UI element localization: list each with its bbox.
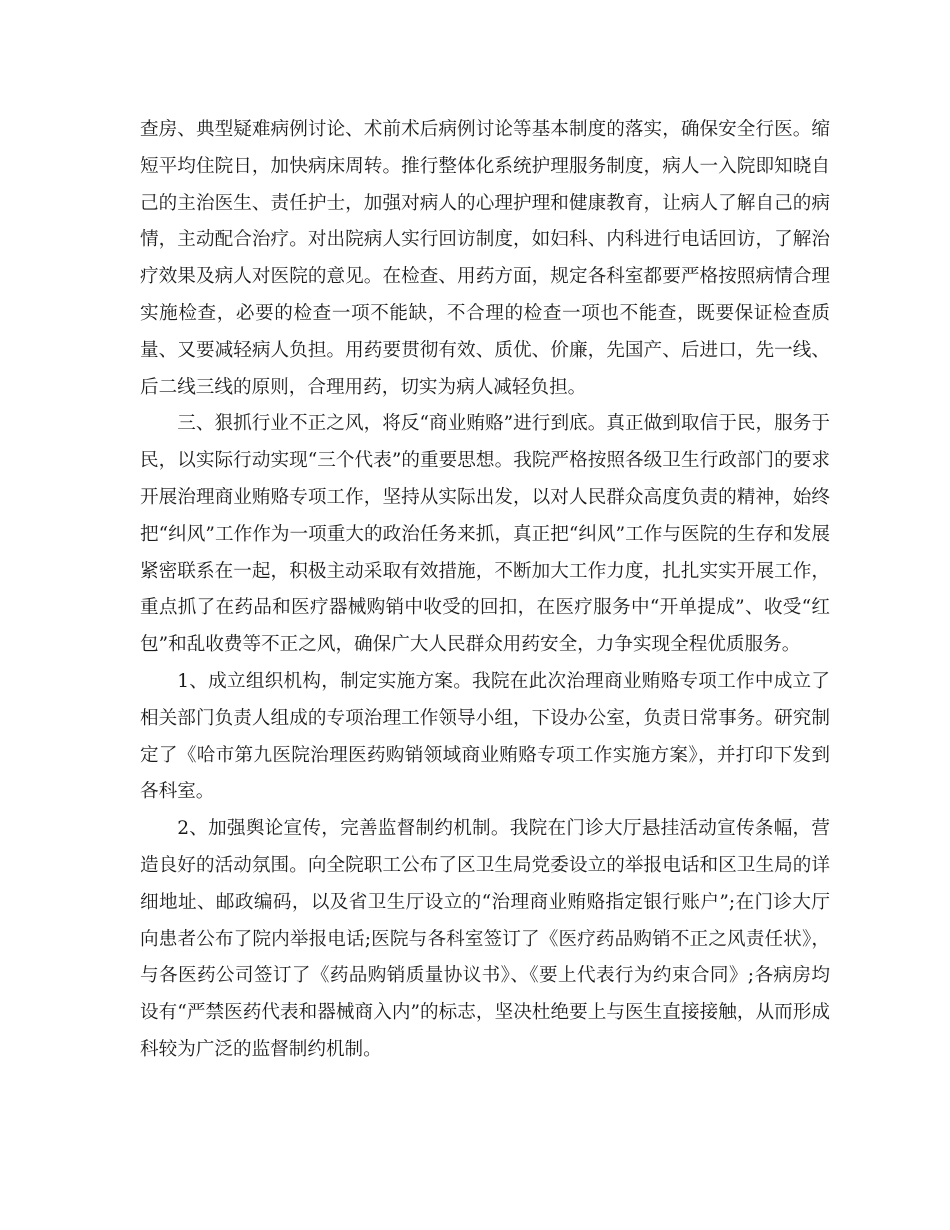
paragraph-item-one: 1、成立组织机构，制定实施方案。我院在此次治理商业贿赂专项工作中成立了相关部门负责人组成的专项治理工作领导小组，下设办公室，负责日常事务。研究制定了《哈市第九医院治理医药购销领域商业贿赂专项工作实施方案》，并打印下发到各科室。 xyxy=(140,670,830,803)
paragraph-section-three: 三、狠抓行业不正之风，将反“商业贿赂”进行到底。真正做到取信于民，服务于民，以实际行动实现“三个代表”的重要思想。我院严格按照各级卫生行政部门的要求开展治理商业贿赂专项工作，坚持从实际出发，以对人民群众高度负责的精神，始终把“纠风”工作作为一项重大的政治任务来抓，真正把“纠风”工作与医院的生存和发展紧密联系在一起，积极主动采取有效措施，不断加大工作力度，扎扎实实开展工作，重点抓了在药品和医疗器械购销中收受的回扣，在医疗服务中“开单提成”、收受“红包”和乱收费等不正之风，确保广大人民群众用药安全，力争实现全程优质服务。 xyxy=(140,413,830,656)
paragraph-item-two: 2、加强舆论宣传，完善监督制约机制。我院在门诊大厅悬挂活动宣传条幅，营造良好的活动氛围。向全院职工公布了区卫生局党委设立的举报电话和区卫生局的详细地址、邮政编码，以及省卫生厅设立的“治理商业贿赂指定银行账户”;在门诊大厅向患者公布了院内举报电话;医院与各科室签订了《医疗药品购销不正之风责任状》，与各医药公司签订了《药品购销质量协议书》、《要上代表行为约束合同》;各病房均设有“严禁医药代表和器械商入内”的标志，坚决杜绝要上与医生直接接触，从而形成科较为广泛的监督制约机制。 xyxy=(140,818,830,1060)
paragraph-continued: 查房、典型疑难病例讨论、术前术后病例讨论等基本制度的落实，确保安全行医。缩短平均住院日，加快病床周转。推行整体化系统护理服务制度，病人一入院即知晓自己的主治医生、责任护士，加强对病人的心理护理和健康教育，让病人了解自己的病情，主动配合治疗。对出院病人实行回访制度，如妇科、内科进行电话回访，了解治疗效果及病人对医院的意见。在检查、用药方面，规定各科室都要严格按照病情合理实施检查，必要的检查一项不能缺，不合理的检查一项也不能查，既要保证检查质量、又要减轻病人负担。用药要贯彻有效、质优、价廉，先国产、后进口，先一线、后二线三线的原则，合理用药，切实为病人减轻负担。 xyxy=(140,119,830,398)
document-body xyxy=(140,112,830,1069)
